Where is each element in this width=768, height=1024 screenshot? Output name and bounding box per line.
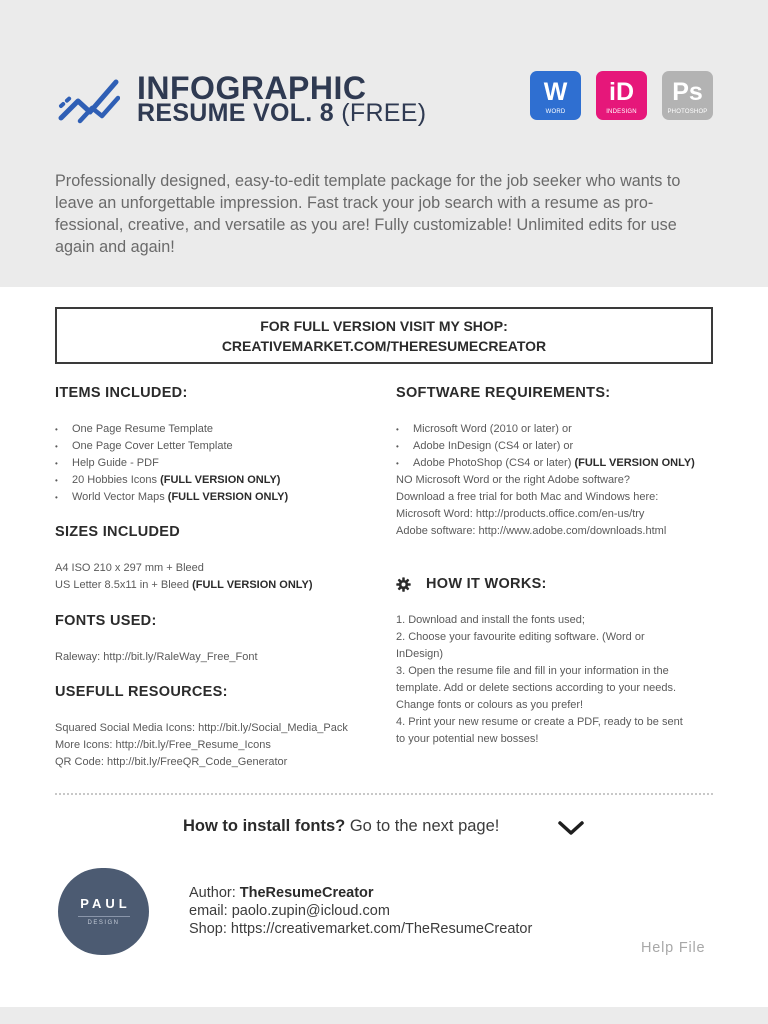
avatar bbox=[58, 868, 149, 955]
sizes-included-text bbox=[55, 560, 312, 594]
photoshop-abbr: Ps bbox=[672, 78, 703, 106]
email-line[interactable]: email: paolo.zupin@icloud.com bbox=[189, 903, 390, 919]
install-bold: How to install fonts? bbox=[183, 817, 346, 835]
size-us-letter: US Letter 8.5x11 in + Bleed (FULL VERSION ONLY) bbox=[55, 579, 313, 591]
resource-link[interactable]: Squared Social Media Icons: http://bit.ly/Social_Media_Pack bbox=[55, 722, 348, 734]
adobe-trial-link[interactable]: Adobe software: http://www.adobe.com/downloads.html bbox=[396, 525, 667, 537]
step-line: 1. Download and install the fonts used; bbox=[396, 614, 585, 626]
list-item: • One Page Cover Letter Template bbox=[55, 438, 288, 455]
resources-heading: USEFULL RESOURCES: bbox=[55, 684, 228, 700]
chevron-down-icon[interactable] bbox=[556, 820, 586, 836]
how-it-works-steps bbox=[396, 612, 683, 748]
resources-list bbox=[55, 720, 348, 771]
title-line2-rest: (FREE) bbox=[341, 99, 427, 127]
title-line1: INFOGRAPHIC bbox=[137, 70, 367, 106]
shop-line1: FOR FULL VERSION VISIT MY SHOP: bbox=[260, 318, 508, 334]
avatar-sub: DESIGN bbox=[87, 920, 120, 926]
shop-callout-box[interactable] bbox=[55, 307, 713, 364]
software-note: NO Microsoft Word or the right Adobe software? bbox=[396, 474, 630, 486]
line-graph-logo-icon bbox=[58, 76, 120, 124]
fonts-used-heading: FONTS USED: bbox=[55, 613, 157, 629]
list-item: • World Vector Maps (FULL VERSION ONLY) bbox=[55, 489, 288, 506]
contact-info bbox=[189, 884, 532, 938]
avatar-divider bbox=[78, 916, 130, 917]
fonts-used-link[interactable]: Raleway: http://bit.ly/RaleWay_Free_Font bbox=[55, 651, 258, 663]
step-line: Change fonts or colours as you prefer! bbox=[396, 699, 584, 711]
list-item: • One Page Resume Template bbox=[55, 421, 288, 438]
step-line: 3. Open the resume file and fill in your information in the bbox=[396, 665, 669, 677]
items-included-heading: ITEMS INCLUDED: bbox=[55, 385, 188, 401]
sizes-included-heading: SIZES INCLUDED bbox=[55, 524, 181, 540]
indesign-label: INDESIGN bbox=[606, 109, 637, 115]
photoshop-label: PHOTOSHOP bbox=[667, 109, 708, 115]
intro-paragraph: Professionally designed, easy-to-edit template package for the job seeker who wants to leave an unforgettable impression. Fast track your job search with a resume as pro-fessional, creative, and versatile as you are! Fully customizable! Unlimited edits for use again and again! bbox=[55, 172, 681, 256]
indesign-abbr: iD bbox=[609, 78, 634, 106]
software-note: Download a free trial for both Mac and Windows here: bbox=[396, 491, 659, 503]
title-line2-bold: RESUME VOL. 8 bbox=[137, 99, 334, 127]
indesign-icon bbox=[596, 71, 647, 120]
word-label: WORD bbox=[545, 109, 566, 115]
dotted-divider bbox=[55, 793, 713, 795]
how-it-works-heading: HOW IT WORKS: bbox=[426, 576, 547, 592]
help-file-label: Help File bbox=[641, 940, 706, 956]
install-fonts-prompt[interactable] bbox=[183, 817, 499, 836]
author-line: Author: TheResumeCreator bbox=[189, 885, 374, 901]
step-line: 2. Choose your favourite editing software. (Word or bbox=[396, 631, 645, 643]
shop-line2: CREATIVEMARKET.COM/THERESUMECREATOR bbox=[221, 338, 547, 354]
step-line: to your potential new bosses! bbox=[396, 733, 539, 745]
gear-icon bbox=[396, 577, 411, 592]
title-line2 bbox=[137, 98, 426, 128]
list-item: • Adobe InDesign (CS4 or later) or bbox=[396, 438, 695, 455]
step-line: template. Add or delete sections according to your needs. bbox=[396, 682, 677, 694]
list-item: • Help Guide - PDF bbox=[55, 455, 288, 472]
list-item: • Adobe PhotoShop (CS4 or later) (FULL VERSION ONLY) bbox=[396, 455, 695, 472]
bottom-strip bbox=[0, 1007, 768, 1024]
word-trial-link[interactable]: Microsoft Word: http://products.office.com/en-us/try bbox=[396, 508, 645, 520]
items-included-list bbox=[55, 421, 288, 506]
shop-line[interactable]: Shop: https://creativemarket.com/TheResumeCreator bbox=[189, 921, 533, 937]
software-requirements-text bbox=[396, 421, 695, 540]
header-band bbox=[0, 0, 768, 287]
list-item: • 20 Hobbies Icons (FULL VERSION ONLY) bbox=[55, 472, 288, 489]
step-line: InDesign) bbox=[396, 648, 444, 660]
resource-link[interactable]: More Icons: http://bit.ly/Free_Resume_Icons bbox=[55, 739, 271, 751]
word-icon bbox=[530, 71, 581, 120]
avatar-name: PAUL bbox=[80, 896, 131, 911]
list-item: • Microsoft Word (2010 or later) or bbox=[396, 421, 695, 438]
word-abbr: W bbox=[543, 78, 568, 106]
install-rest: Go to the next page! bbox=[345, 817, 500, 835]
size-a4: A4 ISO 210 x 297 mm + Bleed bbox=[55, 562, 204, 574]
software-requirements-heading: SOFTWARE REQUIREMENTS: bbox=[396, 385, 611, 401]
photoshop-icon bbox=[662, 71, 713, 120]
resource-link[interactable]: QR Code: http://bit.ly/FreeQR_Code_Generator bbox=[55, 756, 288, 768]
step-line: 4. Print your new resume or create a PDF, ready to be sent bbox=[396, 716, 683, 728]
